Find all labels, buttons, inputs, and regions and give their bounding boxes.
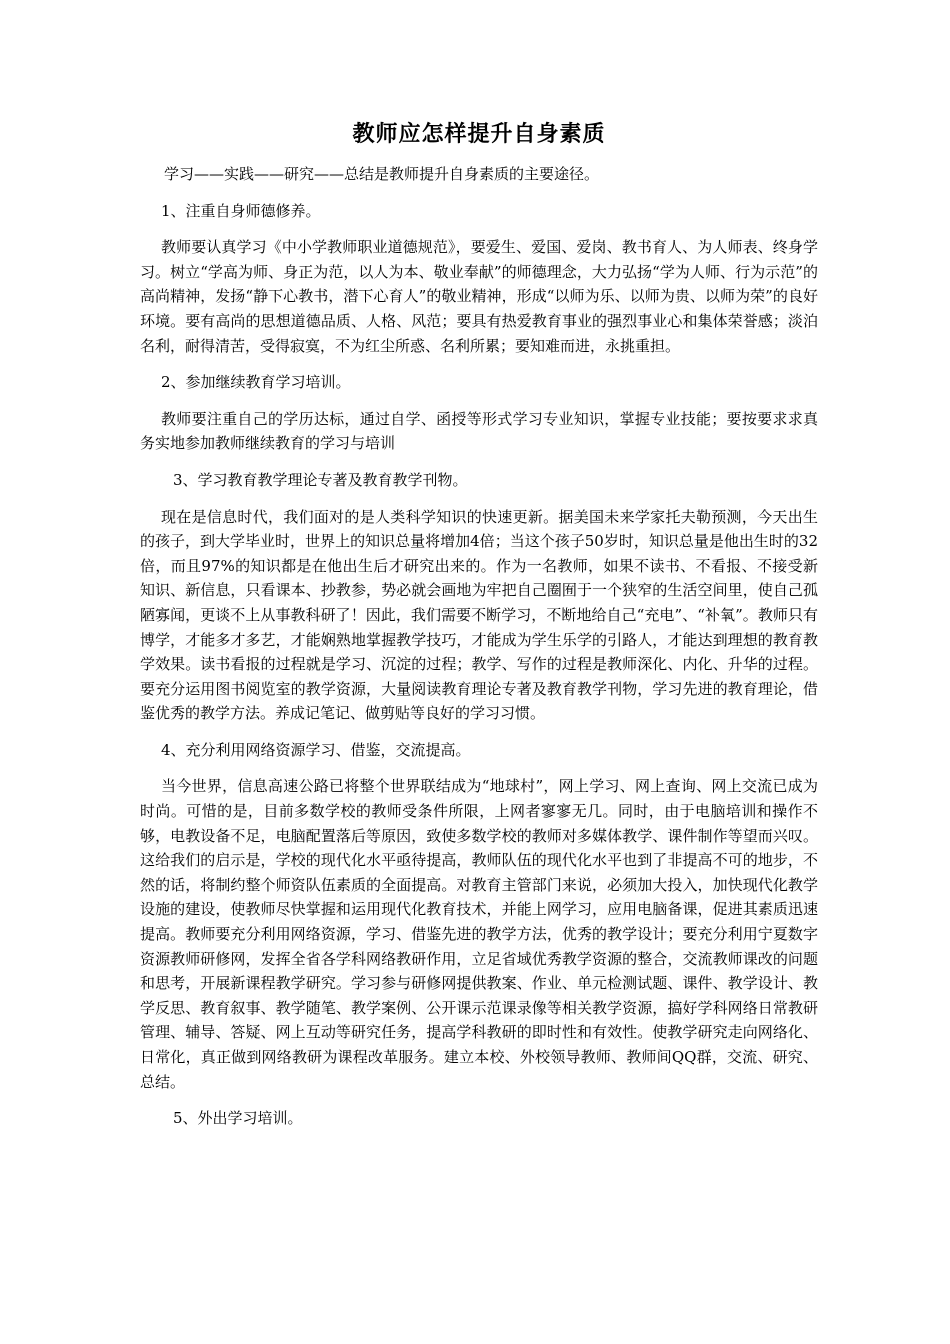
section-1-heading: 1、注重自身师德修养。 xyxy=(161,201,321,220)
section-2-body: 教师要注重自己的学历达标，通过自学、函授等形式学习专业知识，掌握专业技能；要按要求求真务实地参加教师继续教育的学习与培训 xyxy=(140,409,818,453)
section-3-heading: 3、学习教育教学理论专著及教育教学刊物。 xyxy=(173,470,468,489)
section-4-body: 当今世界，信息高速公路已将整个世界联结成为“地球村”，网上学习、网上查询、网上交流已成为时尚。可惜的是，目前多数学校的教师受条件所限，上网者寥寥无几。同时，由于电脑培训和操作不够，电教设备不足，电脑配置落后等原因，致使多数学校的教师对多媒体教学、课件制作等望而兴叹。这给我们的启示是，学校的现代化水平亟待提高，教师队伍的现代化水平也到了非提高不可的地步，不然的话，将制约整个师资队伍素质的全面提高。对教育主管部门来说，必须加大投入，加快现代化教学设施的建设，使教师尽快掌握和运用现代化教育技术，并能上网学习，应用电脑备课，促进其素质迅速提高。教师要充分利用网络资源，学习、借鉴先进的教学方法，优秀的教学设计；要充分利用宁夏数字资源教师研修网，发挥全省各学科网络教研作用，立足省域优秀教学资源的整合，交流教师课改的问题和思考，开展新课程教学研究。学习参与研修网提供教案、作业、单元检测试题、课件、教学设计、教学反思、教育叙事、教学随笔、教学案例、公开课示范课录像等相关教学资源，搞好学科网络日常教研管理、辅导、答疑、网上互动等研究任务，提高学科教研的即时性和有效性。使教学研究走向网络化、日常化，真正做到网络教研为课程改革服务。建立本校、外校领导教师、教师间QQ群，交流、研究、总结。 xyxy=(140,777,818,1091)
document-title: 教师应怎样提升自身素质 xyxy=(352,121,606,147)
section-3-body: 现在是信息时代，我们面对的是人类科学知识的快速更新。据美国未来学家托夫勒预测，今天出生的孩子，到大学毕业时，世界上的知识总量将增加4倍；当这个孩子50岁时，知识总量是他出生时的32倍，而且97%的知识都是在他出生后才研究出来的。作为一名教师，如果不读书、不看报、不接受新知识、新信息，只看课本、抄教参，势必就会画地为牢把自己圈囿于一个狭窄的生活空间里，使自己孤陋寡闻，更谈不上从事教科研了！因此，我们需要不断学习，不断地给自己“充电”、“补氧”。教师只有博学，才能多才多艺，才能娴熟地掌握教学技巧，才能成为学生乐学的引路人，才能达到理想的教育教学效果。读书看报的过程就是学习、沉淀的过程；教学、写作的过程是教师深化、内化、升华的过程。要充分运用图书阅览室的教学资源，大量阅读教育理论专著及教育教学刊物，学习先进的教育理论，借鉴优秀的教学方法。养成记笔记、做剪贴等良好的学习习惯。 xyxy=(140,507,818,723)
section-1-body: 教师要认真学习《中小学教师职业道德规范》，要爱生、爱国、爱岗、教书育人、为人师表、终身学习。树立“学高为师、身正为范，以人为本、敬业奉献”的师德理念，大力弘扬“学为人师、行为示范”的高尚精神，发扬“静下心教书，潜下心育人”的敬业精神，形成“以师为乐、以师为贵、以师为荣”的良好环境。要有高尚的思想道德品质、人格、风范；要具有热爱教育事业的强烈事业心和集体荣誉感；淡泊名利，耐得清苦，受得寂寞，不为红尘所惑、名利所累；要知难而进，永挑重担。 xyxy=(140,238,818,355)
section-2-heading: 2、参加继续教育学习培训。 xyxy=(161,373,351,392)
section-4-heading: 4、充分利用网络资源学习、借鉴，交流提高。 xyxy=(161,740,471,759)
section-5-heading: 5、外出学习培训。 xyxy=(173,1109,303,1128)
intro-paragraph: 学习——实践——研究——总结是教师提升自身素质的主要途径。 xyxy=(164,165,600,183)
